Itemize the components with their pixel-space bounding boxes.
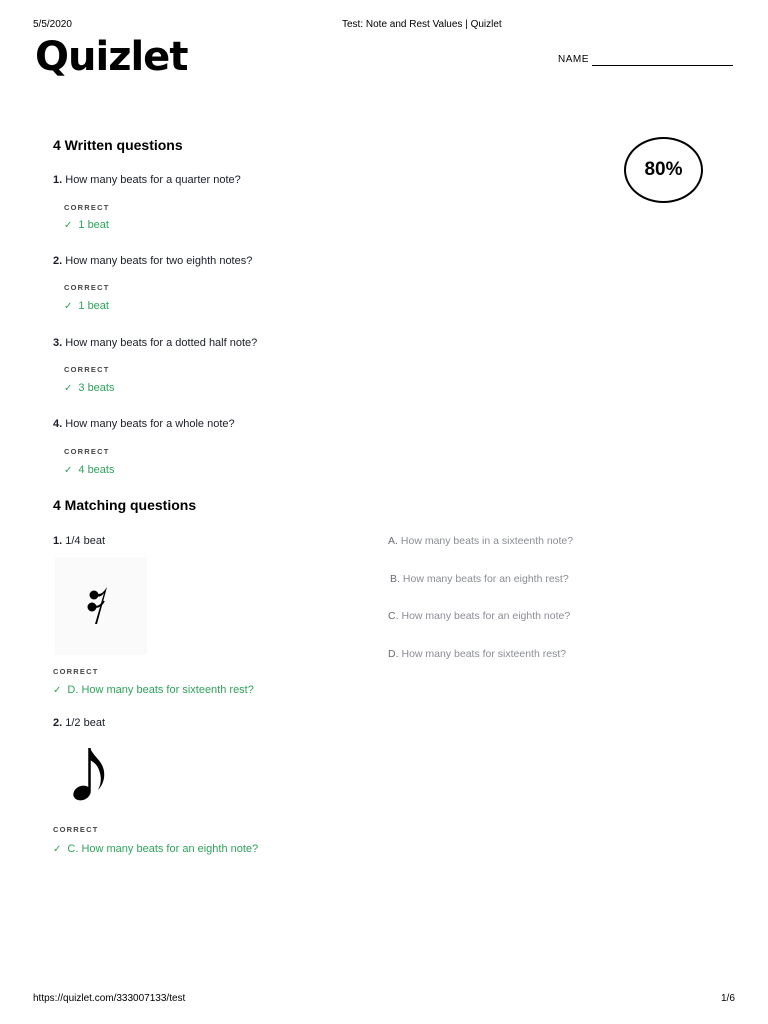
written-answer-2 <box>64 300 109 312</box>
check-icon: ✓ <box>64 220 73 231</box>
name-line <box>592 65 733 66</box>
answer-text: C. How many beats for an eighth note? <box>67 843 259 855</box>
correct-label: CORRECT <box>53 825 99 834</box>
option-letter: B. <box>390 573 400 585</box>
check-icon: ✓ <box>53 844 62 855</box>
question-number: 2. <box>53 255 63 267</box>
matching-section-title: 4 Matching questions <box>53 497 197 513</box>
answer-text: 3 beats <box>78 382 115 394</box>
matching-option-c <box>388 610 570 622</box>
print-title: Test: Note and Rest Values | Quizlet <box>342 19 502 30</box>
correct-label: CORRECT <box>64 365 110 374</box>
question-text: How many beats for a quarter note? <box>65 174 241 186</box>
check-icon: ✓ <box>64 465 73 476</box>
matching-option-a <box>388 535 573 547</box>
option-letter: A. <box>388 535 398 547</box>
written-answer-3 <box>64 382 114 394</box>
score-badge: 80% <box>624 137 703 203</box>
matching-option-b <box>390 573 569 585</box>
question-text: 1/4 beat <box>65 535 106 547</box>
question-text: How many beats for a dotted half note? <box>65 337 258 349</box>
written-question-2 <box>53 255 252 267</box>
question-number: 1. <box>53 174 63 186</box>
correct-label: CORRECT <box>53 667 99 676</box>
answer-text: 1 beat <box>78 300 109 312</box>
question-number: 3. <box>53 337 63 349</box>
question-text: How many beats for two eighth notes? <box>65 255 253 267</box>
question-number: 4. <box>53 418 63 430</box>
quizlet-logo: Quizlet <box>35 34 188 80</box>
print-date: 5/5/2020 <box>33 19 72 30</box>
question-number: 1. <box>53 535 63 547</box>
matching-question-2 <box>53 717 105 729</box>
print-page-number: 1/6 <box>721 993 735 1004</box>
matching-answer-1 <box>53 684 254 696</box>
written-section-title: 4 Written questions <box>53 137 183 153</box>
option-letter: C. <box>388 610 399 622</box>
option-text: How many beats in a sixteenth note? <box>400 535 574 547</box>
question-text: 1/2 beat <box>65 717 106 729</box>
check-icon: ✓ <box>64 301 73 312</box>
answer-text: 4 beats <box>78 464 115 476</box>
correct-label: CORRECT <box>64 447 110 456</box>
matching-answer-2 <box>53 843 258 855</box>
matching-question-1 <box>53 535 105 547</box>
print-url: https://quizlet.com/333007133/test <box>33 993 186 1004</box>
option-letter: D. <box>388 648 399 660</box>
answer-text: D. How many beats for sixteenth rest? <box>67 684 254 696</box>
option-text: How many beats for an eighth rest? <box>402 573 569 585</box>
sixteenth-rest-icon <box>55 557 147 655</box>
written-answer-1 <box>64 219 109 231</box>
name-label: NAME <box>558 54 589 65</box>
question-number: 2. <box>53 717 63 729</box>
check-icon: ✓ <box>64 383 73 394</box>
correct-label: CORRECT <box>64 283 110 292</box>
written-question-4 <box>53 418 235 430</box>
written-question-1 <box>53 174 241 186</box>
option-text: How many beats for an eighth note? <box>401 610 571 622</box>
written-answer-4 <box>64 464 114 476</box>
option-text: How many beats for sixteenth rest? <box>401 648 567 660</box>
matching-option-d <box>388 648 566 660</box>
answer-text: 1 beat <box>78 219 109 231</box>
question-text: How many beats for a whole note? <box>65 418 235 430</box>
check-icon: ✓ <box>53 685 62 696</box>
written-question-3 <box>53 337 257 349</box>
correct-label: CORRECT <box>64 203 110 212</box>
eighth-note-icon <box>60 742 120 810</box>
